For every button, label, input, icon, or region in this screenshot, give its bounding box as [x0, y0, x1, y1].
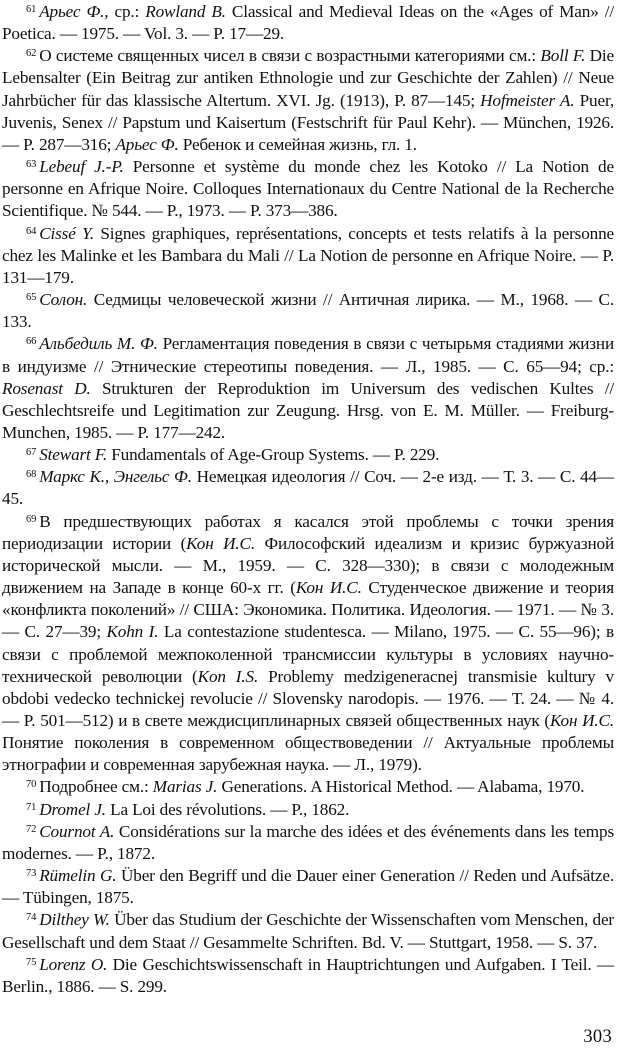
footnote-author: Cournot A.: [39, 821, 115, 841]
footnote-text: Problemy medzigeneracnej transmisie kultury v obdobi vedecko technickej revolucie // Slovensky narodopis. — 1976. — Т. 24. — № 4. — P. 501—512) и в свете междисциплинарных связей общественных наук (: [2, 666, 614, 730]
footnotes-page: [2, 1, 614, 998]
footnote-author: Альбедиль М. Ф.: [39, 334, 158, 354]
footnote-text: Strukturen der Reproduktion im Universum des vedischen Kultes // Geschlechtsreife und Legitimation zur Zeugung. Hrsg. von E. M. Müller. — Freiburg-Munchen, 1985. — P. 177—242.: [2, 378, 614, 442]
footnote-author: Солон.: [39, 290, 88, 310]
page-number: 303: [583, 1027, 612, 1047]
footnote-text: Студенческое движение и теория «конфликта поколений» // США: Экономика. Политика. Идеология. — 1971. — № 3. — С. 27—39;: [2, 578, 614, 642]
footnote-number: 68: [26, 469, 37, 481]
footnote-62: [2, 45, 614, 156]
footnote-text: Die Geschichtswissenschaft in Hauptrichtungen und Aufgaben. I Teil. — Berlin., 1886. — S. 299.: [2, 954, 614, 996]
footnote-author: Lebeuf J.-P.: [39, 157, 124, 177]
footnote-number: 72: [26, 823, 37, 835]
footnote-65: [2, 289, 614, 333]
footnote-text: ср.:: [108, 2, 146, 21]
footnote-number: 66: [26, 336, 37, 348]
footnote-text: Немецкая идеология // Соч. — 2-е изд. — Т. 3. — С. 44—45.: [2, 467, 614, 509]
footnote-text: Регламентация поведения в связи с четырьмя стадиями жизни в индуизме // Этнические стереотипы поведения. — Л., 1985. — С. 65—94; ср.:: [2, 334, 614, 376]
footnote-61: [2, 1, 614, 45]
footnote-author: Stewart F.: [39, 445, 108, 465]
footnote-author: Dromel J.: [39, 799, 106, 819]
footnote-number: 74: [26, 912, 37, 924]
footnote-text: Generations. A Historical Method. — Alabama, 1970.: [217, 777, 585, 797]
footnote-text: Considérations sur la marche des idées et des événements dans les temps modernes. — P., 1872.: [2, 821, 615, 863]
footnote-number: 69: [26, 513, 37, 525]
footnote-75: [2, 954, 614, 998]
footnote-text: La Loi des révolutions. — P., 1862.: [105, 799, 350, 819]
footnote-text: Signes graphiques, représentations, concepts et tests relatifs à la personne chez les Malinke et les Bambara du Mali // La Notion de personne en Afrique Noire. — P. 131—179.: [2, 223, 614, 287]
footnote-number: 71: [26, 801, 37, 813]
footnote-67: [2, 444, 614, 466]
footnote-author: Kon I.S.: [197, 666, 259, 686]
footnote-author: Арьес Ф.,: [39, 2, 109, 21]
footnote-74: [2, 909, 614, 953]
footnote-author: Кон И.С.: [549, 711, 614, 730]
footnote-author: Boll F.: [540, 46, 586, 66]
footnote-68: [2, 466, 614, 510]
footnote-text: Personne et système du monde chez les Kotoko // La Notion de personne en Afrique Noire. Colloques Internationaux du Centre National de la Recherche Scientifique. № 544. — P., 1973. — P. 373—386.: [2, 157, 614, 221]
footnote-author: Rosenast D.: [2, 378, 91, 398]
footnote-author: Hofmeister A.: [480, 90, 575, 110]
footnote-text: Über den Begriff und die Dauer einer Generation // Reden und Aufsätze. — Tübingen, 1875.: [2, 866, 615, 908]
footnote-author: Rümelin G.: [39, 866, 117, 886]
footnote-author: Кон И.С.: [186, 533, 255, 553]
footnote-number: 75: [26, 956, 37, 968]
footnote-text: Puer, Juvenis, Senex // Papstum und Kaisertum (Festschrift für Paul Kehr). — München, 1926. — P. 287—316;: [2, 90, 614, 154]
footnote-author: Cissé Y.: [39, 223, 95, 243]
footnote-72: [2, 821, 614, 865]
footnote-author: Dilthey W.: [39, 910, 110, 930]
footnote-author: Lorenz O.: [39, 954, 108, 974]
footnote-text: Понятие поколения в современном обществоведении // Актуальные проблемы этнографии и современная зарубежная наука. — Л., 1979).: [2, 733, 614, 775]
footnote-70: [2, 776, 614, 798]
footnote-author: Кон И.С.: [295, 578, 362, 598]
footnote-text: О системе священных чисел в связи с возрастными категориями см.:: [39, 46, 541, 66]
footnote-63: [2, 156, 614, 222]
footnote-text: В предшествующих работах я касался этой проблемы с точки зрения периодизации истории (: [2, 511, 614, 553]
footnote-text: Ребенок и семейная жизнь, гл. 1.: [178, 134, 417, 154]
footnote-text: Подробнее см.:: [39, 777, 153, 797]
footnote-text: Über das Studium der Geschichte der Wissenschaften vom Menschen, der Gesellschaft und dem Staat // Gesammelte Schriften. Bd. V. — Stuttgart, 1958. — S. 37.: [2, 910, 614, 952]
footnote-73: [2, 865, 614, 909]
footnote-author: Маркс К., Энгельс Ф.: [39, 467, 192, 487]
footnote-text: Седмицы человеческой жизни // Античная лирика. — М., 1968. — С. 133.: [2, 290, 614, 332]
footnote-number: 65: [26, 292, 37, 304]
footnote-author: Арьес Ф.: [115, 134, 179, 154]
footnote-author: Rowland B.: [145, 2, 226, 21]
footnote-69: [2, 511, 614, 777]
footnote-author: Marias J.: [152, 777, 218, 797]
footnote-number: 73: [26, 868, 37, 880]
footnote-number: 61: [26, 4, 37, 15]
footnote-text: La contestazione studentesca. — Milano, 1975. — С. 55—96); в связи с проблемой межпоколенной трансмиссии культуры в условиях научно-технической революции (: [2, 622, 614, 686]
footnote-71: [2, 799, 614, 821]
footnote-text: Философский идеализм и кризис буржуазной исторической мысли. — М., 1959. — С. 328—330); в связи с молодежным движением на Западе в конце 60-х гг. (: [2, 533, 615, 598]
footnote-text: Die Lebensalter (Ein Beitrag zur antiken Ethnologie und zur Geschichte der Zahlen) // Neue Jahrbücher für das klassische Altertum. XVI. Jg. (1913), P. 87—145;: [2, 46, 615, 110]
footnote-number: 67: [26, 447, 37, 459]
footnote-number: 70: [26, 779, 37, 791]
footnote-text: Fundamentals of Age-Group Systems. — P. 229.: [107, 445, 440, 465]
footnote-66: [2, 333, 614, 444]
footnote-number: 62: [26, 48, 37, 60]
footnote-64: [2, 223, 614, 289]
footnote-number: 64: [26, 225, 37, 237]
footnote-author: Kohn I.: [106, 622, 159, 642]
footnote-number: 63: [26, 159, 37, 171]
footnote-text: Classical and Medieval Ideas on the «Ages of Man» // Poetica. — 1975. — Vol. 3. — P. 17—29.: [2, 2, 614, 44]
